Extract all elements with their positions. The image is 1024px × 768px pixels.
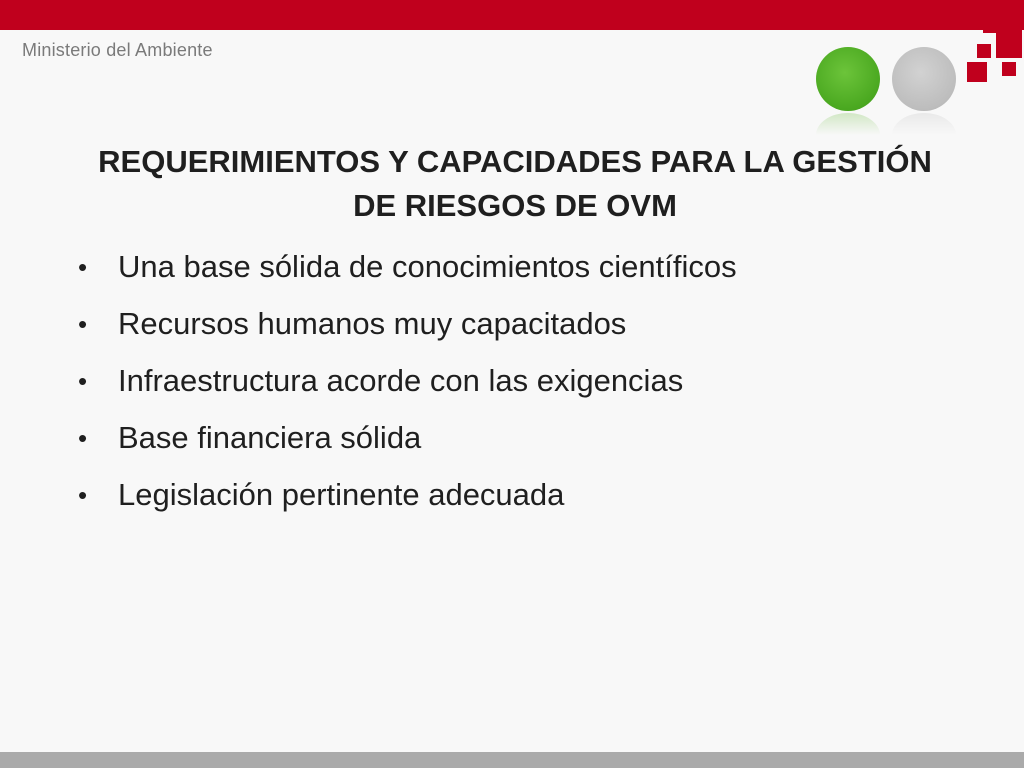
- top-red-bar: [0, 0, 1024, 30]
- bullet-text: Infraestructura acorde con las exigencias: [118, 363, 684, 398]
- organization-name: Ministerio del Ambiente: [22, 40, 213, 60]
- bullet-text: Una base sólida de conocimientos científicos: [118, 249, 737, 284]
- bullet-icon: •: [78, 309, 88, 339]
- bullet-icon: •: [78, 252, 88, 282]
- bullet-item: [78, 244, 978, 301]
- bullet-text: Recursos humanos muy capacitados: [118, 306, 627, 341]
- bullet-text: Legislación pertinente adecuada: [118, 477, 565, 512]
- bottom-gray-bar: [0, 752, 1024, 768]
- bullet-icon: •: [78, 480, 88, 510]
- bullet-item: [78, 472, 978, 529]
- gray-circle-reflection: [892, 113, 956, 135]
- bullet-item: [78, 301, 978, 358]
- bullet-icon: •: [78, 423, 88, 453]
- bullet-list: [78, 244, 978, 529]
- bullet-item: [78, 415, 978, 472]
- slide-title-line-1: REQUERIMIENTOS Y CAPACIDADES PARA LA GESTIÓN: [98, 144, 932, 179]
- bullet-text: Base financiera sólida: [118, 420, 422, 455]
- logo-square: [983, 20, 996, 33]
- slide-title: [60, 140, 970, 228]
- gray-circle-icon: [892, 47, 956, 111]
- slide-title-line-2: DE RIESGOS DE OVM: [353, 188, 677, 223]
- logo-square: [1002, 62, 1016, 76]
- bullet-item: [78, 358, 978, 415]
- green-circle-icon: [816, 47, 880, 111]
- green-circle-reflection: [816, 113, 880, 135]
- logo-square: [996, 30, 1022, 58]
- logo-square: [967, 62, 987, 82]
- logo-square: [977, 44, 991, 58]
- bullet-icon: •: [78, 366, 88, 396]
